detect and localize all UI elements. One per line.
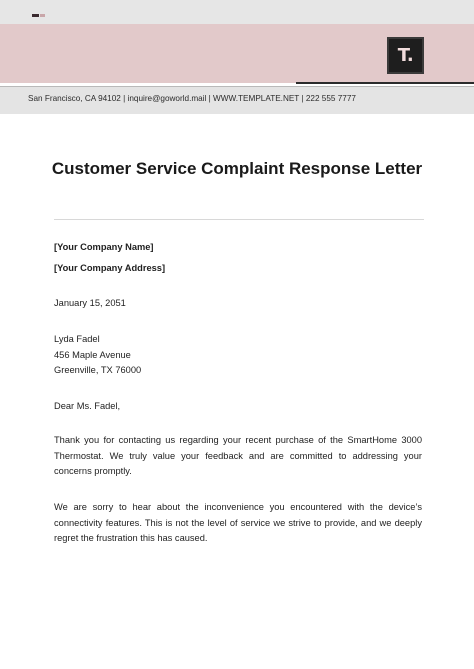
- decorative-bar-accent: [40, 14, 45, 17]
- header-rule: [296, 82, 474, 84]
- top-strip: [0, 0, 474, 24]
- page-title: Customer Service Complaint Response Letter: [51, 159, 423, 178]
- letter-date: January 15, 2051: [54, 298, 126, 308]
- company-address: [Your Company Address]: [54, 263, 166, 273]
- contact-info: San Francisco, CA 94102 | inquire@goworld.mail | WWW.TEMPLATE.NET | 222 555 7777: [28, 94, 356, 103]
- salutation: Dear Ms. Fadel,: [54, 401, 121, 411]
- recipient-name: Lyda Fadel: [54, 334, 100, 344]
- logo-text: T.: [397, 45, 414, 66]
- body-paragraph: Thank you for contacting us regarding your recent purchase of the SmartHome 3000 Thermostat. We truly value your feedback and are committed to addressing your concerns promptly.: [54, 435, 422, 477]
- company-name: [Your Company Name]: [54, 242, 154, 252]
- recipient-city: Greenville, TX 76000: [54, 365, 142, 375]
- logo: [387, 37, 424, 74]
- decorative-bar: [32, 14, 39, 17]
- title-divider: [54, 219, 424, 220]
- body-paragraph: We are sorry to hear about the inconvenience you encountered with the device’s connectivity features. This is not the level of service we strive to provide, and we deeply regret the frustration this has caused.: [54, 502, 422, 544]
- recipient-street: 456 Maple Avenue: [54, 350, 131, 360]
